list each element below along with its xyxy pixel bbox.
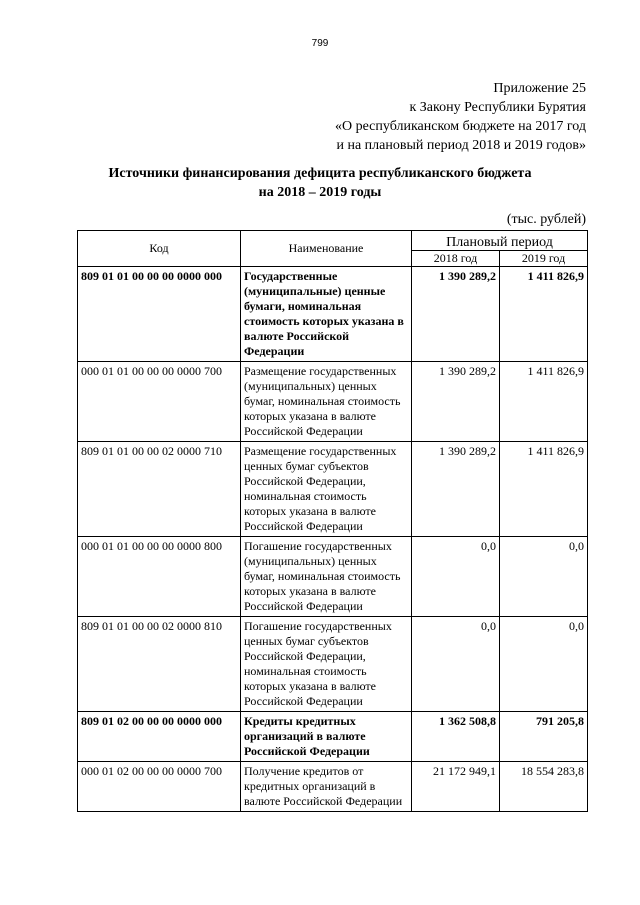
table-row	[78, 617, 588, 712]
page-number: 799	[311, 38, 329, 49]
table-row	[78, 362, 588, 442]
code-cell: 000 01 02 00 00 00 0000 700	[78, 762, 241, 812]
name-cell: Размещение государственных ценных бумаг субъектов Российской Федерации, номинальная стоимость которых указана в валюте Российской Федерации	[241, 442, 412, 537]
code-cell: 809 01 01 00 00 02 0000 710	[78, 442, 241, 537]
code-cell: 000 01 01 00 00 00 0000 700	[78, 362, 241, 442]
units-label: (тыс. рублей)	[506, 212, 586, 227]
table-row	[78, 267, 588, 362]
value-2019-cell: 0,0	[500, 537, 588, 617]
value-2019-cell: 1 411 826,9	[500, 267, 588, 362]
appendix-line-4: и на плановый период 2018 и 2019 годов»	[336, 138, 586, 153]
table-row	[78, 537, 588, 617]
value-2018-cell: 21 172 949,1	[412, 762, 500, 812]
value-2019-cell: 18 554 283,8	[500, 762, 588, 812]
table-row	[78, 762, 588, 812]
code-cell: 000 01 01 00 00 00 0000 800	[78, 537, 241, 617]
name-cell: Погашение государственных ценных бумаг субъектов Российской Федерации, номинальная стоимость которых указана в валюте Российской Федерации	[241, 617, 412, 712]
title-line-2: на 2018 – 2019 годы	[258, 185, 382, 200]
table-row	[78, 442, 588, 537]
value-2018-cell: 0,0	[412, 537, 500, 617]
financing-sources-table	[77, 230, 588, 812]
name-cell: Размещение государственных (муниципальных) ценных бумаг, номинальная стоимость которых указана в валюте Российской Федерации	[241, 362, 412, 442]
name-cell: Кредиты кредитных организаций в валюте Российской Федерации	[241, 712, 412, 762]
appendix-line-1: Приложение 25	[493, 81, 586, 96]
value-2018-cell: 1 390 289,2	[412, 267, 500, 362]
title-line-1: Источники финансирования дефицита республиканского бюджета	[108, 166, 532, 181]
value-2018-cell: 1 390 289,2	[412, 362, 500, 442]
table-header-row	[78, 231, 588, 251]
value-2018-cell: 1 390 289,2	[412, 442, 500, 537]
name-cell: Получение кредитов от кредитных организаций в валюте Российской Федерации	[241, 762, 412, 812]
header-name: Наименование	[241, 231, 412, 267]
table-body	[78, 267, 588, 812]
code-cell: 809 01 01 00 00 02 0000 810	[78, 617, 241, 712]
header-year-2019: 2019 год	[500, 251, 588, 267]
appendix-header	[335, 79, 586, 155]
value-2019-cell: 1 411 826,9	[500, 362, 588, 442]
value-2018-cell: 1 362 508,8	[412, 712, 500, 762]
header-planned-period: Плановый период	[412, 231, 588, 251]
header-year-2018: 2018 год	[412, 251, 500, 267]
value-2019-cell: 0,0	[500, 617, 588, 712]
value-2019-cell: 791 205,8	[500, 712, 588, 762]
header-code: Код	[78, 231, 241, 267]
value-2019-cell: 1 411 826,9	[500, 442, 588, 537]
appendix-line-2: к Закону Республики Бурятия	[409, 100, 586, 115]
table-row	[78, 712, 588, 762]
value-2018-cell: 0,0	[412, 617, 500, 712]
code-cell: 809 01 01 00 00 00 0000 000	[78, 267, 241, 362]
name-cell: Государственные (муниципальные) ценные бумаги, номинальная стоимость которых указана в валюте Российской Федерации	[241, 267, 412, 362]
appendix-line-3: «О республиканском бюджете на 2017 год	[335, 119, 586, 134]
document-title	[60, 164, 580, 202]
name-cell: Погашение государственных (муниципальных) ценных бумаг, номинальная стоимость которых указана в валюте Российской Федерации	[241, 537, 412, 617]
code-cell: 809 01 02 00 00 00 0000 000	[78, 712, 241, 762]
